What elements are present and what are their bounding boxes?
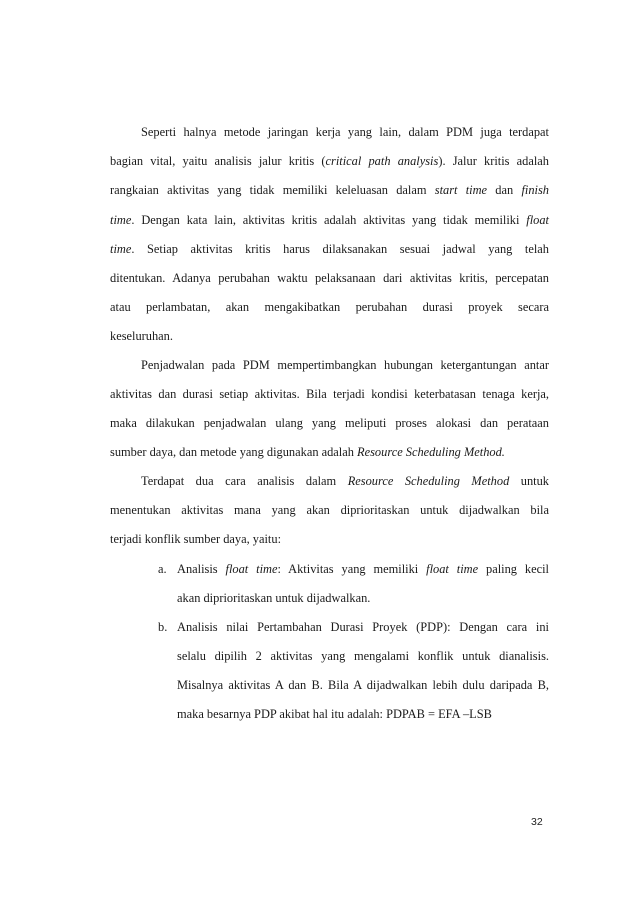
p2-line-2: aktivitas dan durasi setiap aktivitas. Bila terjadi kondisi keterbatasan tenaga kerja, — [110, 387, 549, 401]
p1-line-4: time. Dengan kata lain, aktivitas kritis adalah aktivitas yang tidak memiliki float — [110, 213, 549, 227]
p1-line-6: ditentukan. Adanya perubahan waktu pelaksanaan dari aktivitas kritis, percepatan — [110, 271, 549, 285]
p2-line-4: sumber daya, dan metode yang digunakan adalah Resource Scheduling Method. — [110, 445, 505, 459]
p1-line-7: atau perlambatan, akan mengakibatkan perubahan durasi proyek secara — [110, 300, 549, 314]
list-b-line-4: maka besarnya PDP akibat hal itu adalah: PDPAB = EFA –LSB — [177, 707, 492, 721]
list-b-line-2: selalu dipilih 2 aktivitas yang mengalami konflik untuk dianalisis. — [177, 649, 549, 663]
list-marker-a: a. — [158, 562, 167, 576]
list-a-line-2: akan diprioritaskan untuk dijadwalkan. — [177, 591, 371, 605]
p3-line-2: menentukan aktivitas mana yang akan diprioritaskan untuk dijadwalkan bila — [110, 503, 549, 517]
p3-line-1: Terdapat dua cara analisis dalam Resource Scheduling Method untuk — [141, 474, 550, 488]
p1-line-2: bagian vital, yaitu analisis jalur kritis (critical path analysis). Jalur kritis adalah — [110, 154, 550, 168]
p1-line-5: time. Setiap aktivitas kritis harus dilaksanakan sesuai jadwal yang telah — [110, 242, 549, 256]
p1-line-8: keseluruhan. — [110, 329, 173, 343]
list-a-line-1: Analisis float time: Aktivitas yang memiliki float time paling kecil — [177, 562, 549, 576]
list-b-line-3: Misalnya aktivitas A dan B. Bila A dijadwalkan lebih dulu daripada B, — [177, 678, 549, 692]
list-marker-b: b. — [158, 620, 168, 634]
p1-line-3: rangkaian aktivitas yang tidak memiliki keleluasan dalam start time dan finish — [110, 183, 549, 197]
p3-line-3: terjadi konflik sumber daya, yaitu: — [110, 532, 282, 546]
list-b-line-1: Analisis nilai Pertambahan Durasi Proyek (PDP): Dengan cara ini — [177, 620, 549, 634]
page-number: 32 — [531, 816, 543, 828]
p1-line-1: Seperti halnya metode jaringan kerja yang lain, dalam PDM juga terdapat — [141, 125, 549, 139]
p2-line-1: Penjadwalan pada PDM mempertimbangkan hubungan ketergantungan antar — [141, 358, 549, 372]
p2-line-3: maka dilakukan penjadwalan ulang yang meliputi proses alokasi dan perataan — [110, 416, 549, 430]
